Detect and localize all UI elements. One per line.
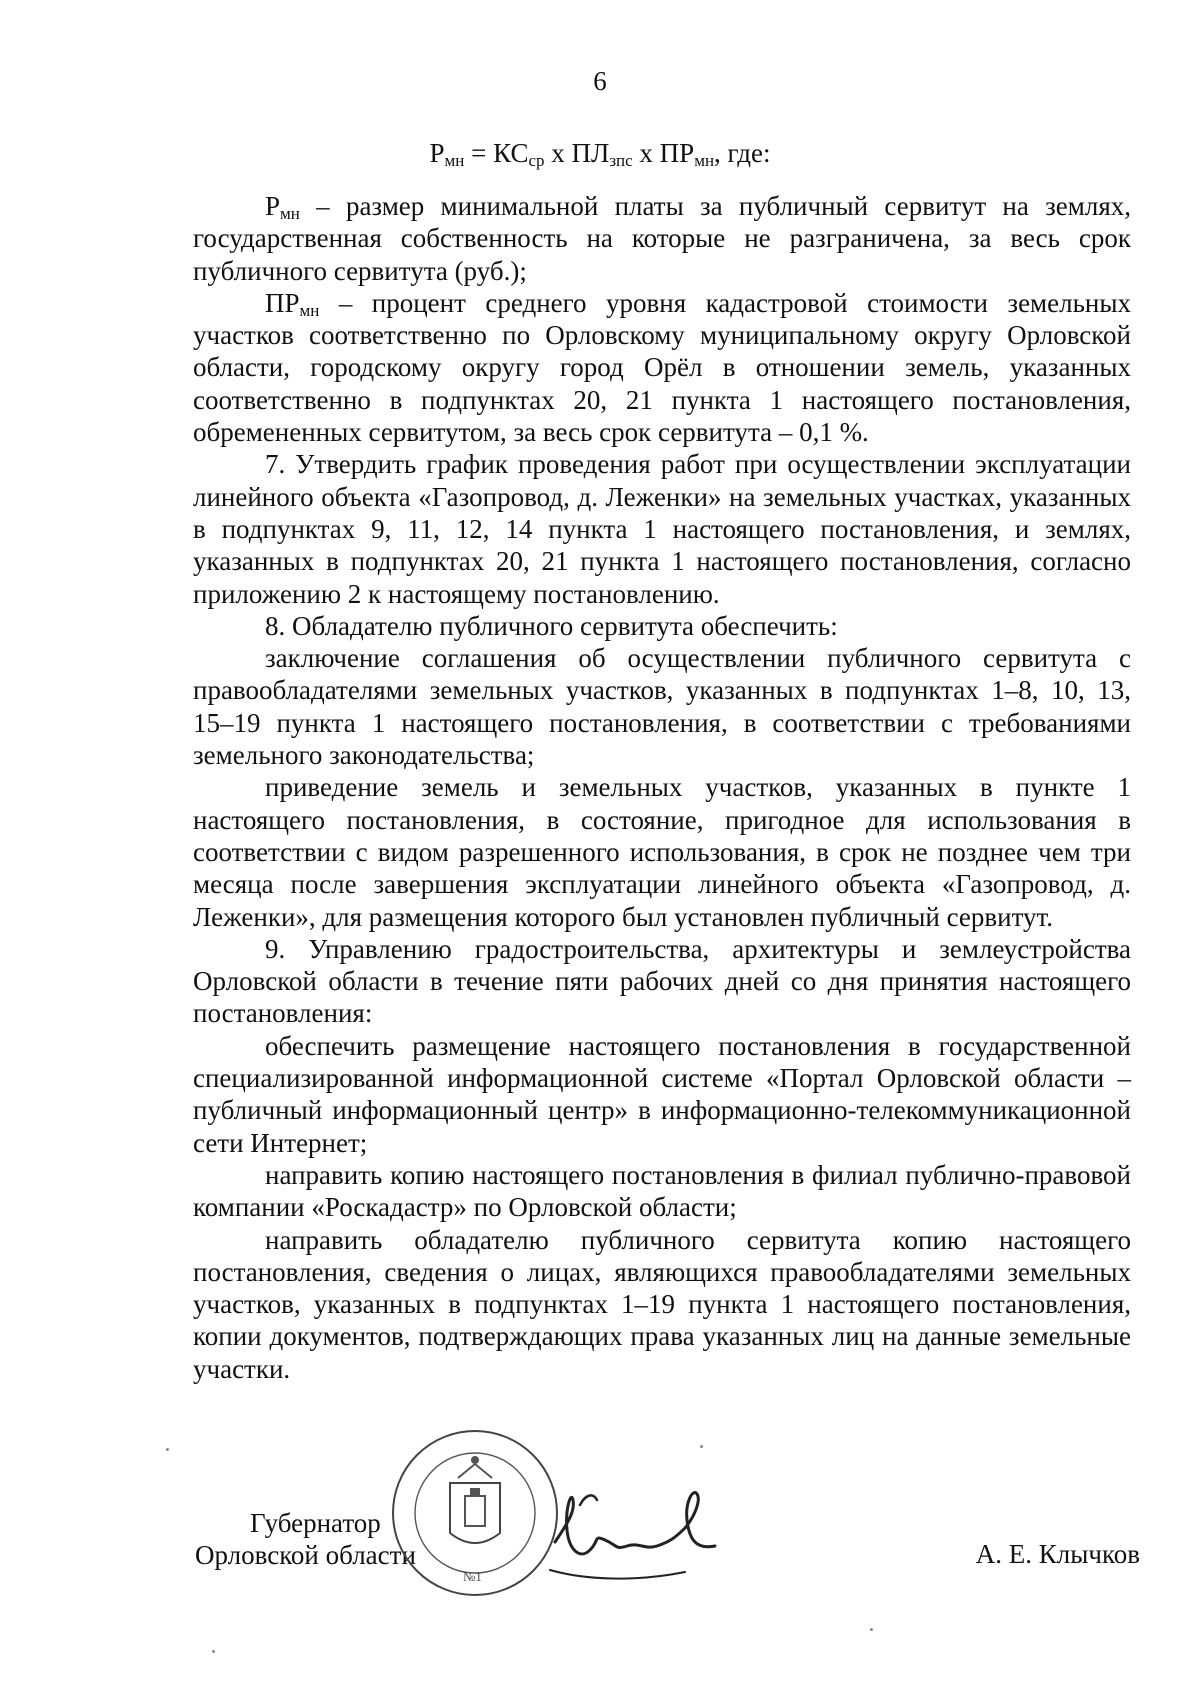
p2-prefix: ПР [265, 287, 300, 318]
paragraph-item-7: 7. Утвердить график проведения работ при осуществлении эксплуатации линейного объекта «Газопровод, д. Леженки» на земельных участках, указанных в подпунктах 9, 11, 12, 14 пункта 1 настоящего постановления, и землях, указанных в подпунктах 20, 21 пункта 1 настоящего постановления, согласно приложению 2 к настоящему постановлению. [193, 449, 1131, 609]
formula-r: Р [429, 138, 445, 168]
scan-speck [700, 1445, 703, 1448]
p1-text: – размер минимальной платы за публичный сервитут на землях, государственная собственность на которые не разграничена, за весь срок публичного сервитута (руб.); [193, 191, 1131, 286]
p1-prefix: Р [265, 191, 281, 221]
scan-speck [166, 1448, 169, 1451]
paragraph-item-8-restoration: приведение земель и земельных участков, указанных в пункте 1 настоящего постановления, в состояние, пригодное для использования в соответствии с видом разрешенного использования, в срок не позднее чем три месяца после завершения эксплуатации линейного объекта «Газопровод, д. Леженки», для размещения которого был установлен публичный сервитут. [193, 772, 1131, 932]
paragraph-prmn-definition [193, 287, 1131, 448]
seal-number: №1 [463, 1569, 482, 1584]
official-seal [390, 1428, 560, 1598]
formula-r-sub: мн [444, 151, 465, 170]
paragraph-item-9-send-holder: направить обладателю публичного сервитута копию настоящего постановления, сведения о лицах, являющихся правообладателями земельных участков, указанных в подпунктах 1–19 пункта 1 настоящего постановления, копии документов, подтверждающих права указанных лиц на данные земельные участки. [193, 1224, 1131, 1384]
formula-pr-sub: мн [694, 151, 715, 170]
document-body [193, 190, 1131, 1385]
page-number: 6 [593, 66, 607, 96]
scan-speck [870, 1628, 873, 1631]
p1-sub: мн [280, 204, 300, 223]
payment-formula [0, 138, 1200, 169]
scan-speck [212, 1650, 215, 1653]
formula-x2: х ПР [632, 138, 695, 168]
paragraph-item-8-agreement: заключение соглашения об осуществлении публичного сервитута с правообладателями земельных участков, указанных в подпунктах 1–8, 10, 13, 15–19 пункта 1 настоящего постановления, в соответствии с требованиями земельного законодательства; [193, 643, 1131, 771]
paragraph-item-8: 8. Обладателю публичного сервитута обеспечить: [265, 610, 838, 641]
paragraph-item-9-publish: обеспечить размещение настоящего постановления в государственной специализированной информационной системе «Портал Орловской области – публичный информационный центр» в информационно-телекоммуникационной сети Интернет; [193, 1030, 1131, 1158]
formula-pl-sub: зпс [609, 151, 633, 170]
paragraph-item-9: 9. Управлению градостроительства, архитектуры и землеустройства Орловской области в течение пяти рабочих дней со дня принятия настоящего постановления: [193, 933, 1131, 1029]
formula-tail: , где: [714, 138, 771, 168]
formula-eq: = КС [464, 138, 529, 168]
p2-text: – процент среднего уровня кадастровой стоимости земельных участков соответственно по Орловскому муниципальному округу Орловской области, городскому округу город Орёл в отношении земель, указанных соответственно в подпунктах 20, 21 пункта 1 настоящего постановления, обремененных сервитутом, за весь срок сервитута – 0,1 %. [193, 287, 1131, 448]
formula-ks-sub: ср [528, 151, 545, 170]
position-line-1: Губернатор [250, 1508, 381, 1538]
p2-sub: мн [299, 300, 320, 320]
position-line-2: Орловской области [195, 1540, 416, 1570]
handwritten-signature [545, 1480, 725, 1590]
formula-x1: х ПЛ [544, 138, 610, 168]
paragraph-rmn-definition [193, 190, 1131, 287]
signer-position [195, 1507, 416, 1571]
paragraph-item-9-send-copy: направить копию настоящего постановления в филиал публично-правовой компании «Роскадастр» по Орловской области; [193, 1159, 1131, 1223]
signer-name: А. Е. Клычков [975, 1539, 1140, 1569]
